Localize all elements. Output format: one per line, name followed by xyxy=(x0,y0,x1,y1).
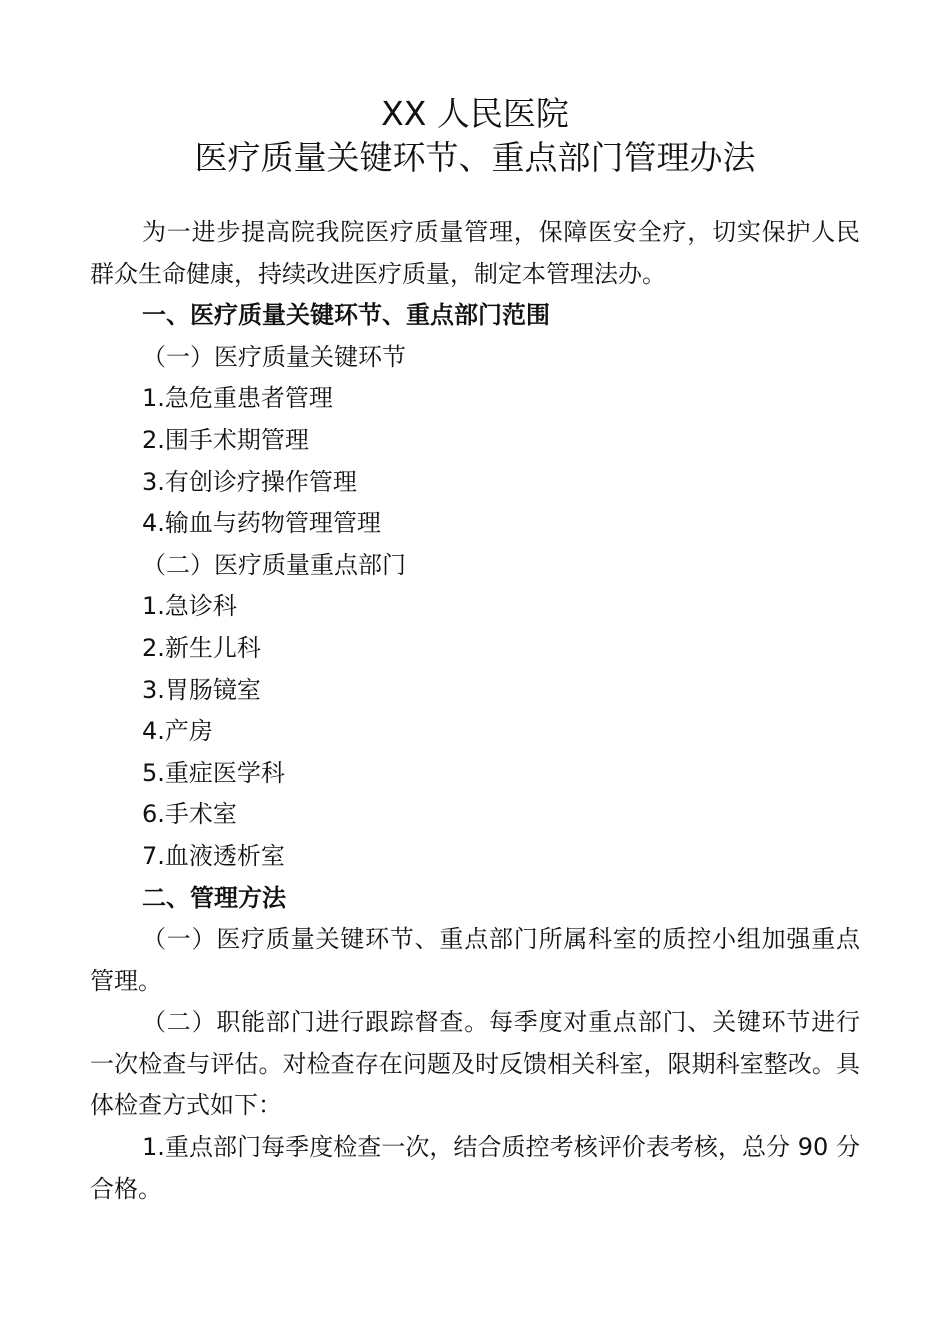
section2-paragraph-2: （二）职能部门进行跟踪督查。每季度对重点部门、关键环节进行一次检查与评估。对检查存在问题及时反馈相关科室，限期科室整改。具体检查方式如下： xyxy=(90,1008,860,1120)
list-item: 1.急危重患者管理 xyxy=(142,384,333,413)
list-item: 4.输血与药物管理管理 xyxy=(142,509,381,538)
intro-paragraph: 为一进步提高院我院医疗质量管理，保障医安全疗，切实保护人民群众生命健康，持续改进医疗质量，制定本管理法办。 xyxy=(90,218,860,288)
list-item: 2.围手术期管理 xyxy=(142,425,309,454)
list-item: 2.新生儿科 xyxy=(142,633,261,662)
section1-sub2-heading: （二）医疗质量重点部门 xyxy=(142,550,406,579)
list-item: 4.产房 xyxy=(142,717,213,746)
list-item: 5.重症医学科 xyxy=(142,758,285,787)
section2-paragraph-1: （一）医疗质量关键环节、重点部门所属科室的质控小组加强重点管理。 xyxy=(90,925,860,995)
list-item: 3.胃肠镜室 xyxy=(142,675,261,704)
section2-paragraph-3: 1.重点部门每季度检查一次，结合质控考核评价表考核，总分 90 分合格。 xyxy=(90,1133,860,1203)
document-title xyxy=(0,92,950,180)
section1-sub1-heading: （一）医疗质量关键环节 xyxy=(142,342,406,371)
list-item: 7.血液透析室 xyxy=(142,841,285,870)
list-item: 3.有创诊疗操作管理 xyxy=(142,467,357,496)
list-item: 1.急诊科 xyxy=(142,592,237,621)
title-document-name: 医疗质量关键环节、重点部门管理办法 xyxy=(194,138,756,177)
list-item: 6.手术室 xyxy=(142,800,237,829)
section1-heading: 一、医疗质量关键环节、重点部门范围 xyxy=(142,301,550,330)
title-hospital-name: XX 人民医院 xyxy=(381,94,569,133)
document-body xyxy=(90,212,860,1210)
section2-heading: 二、管理方法 xyxy=(142,883,286,912)
